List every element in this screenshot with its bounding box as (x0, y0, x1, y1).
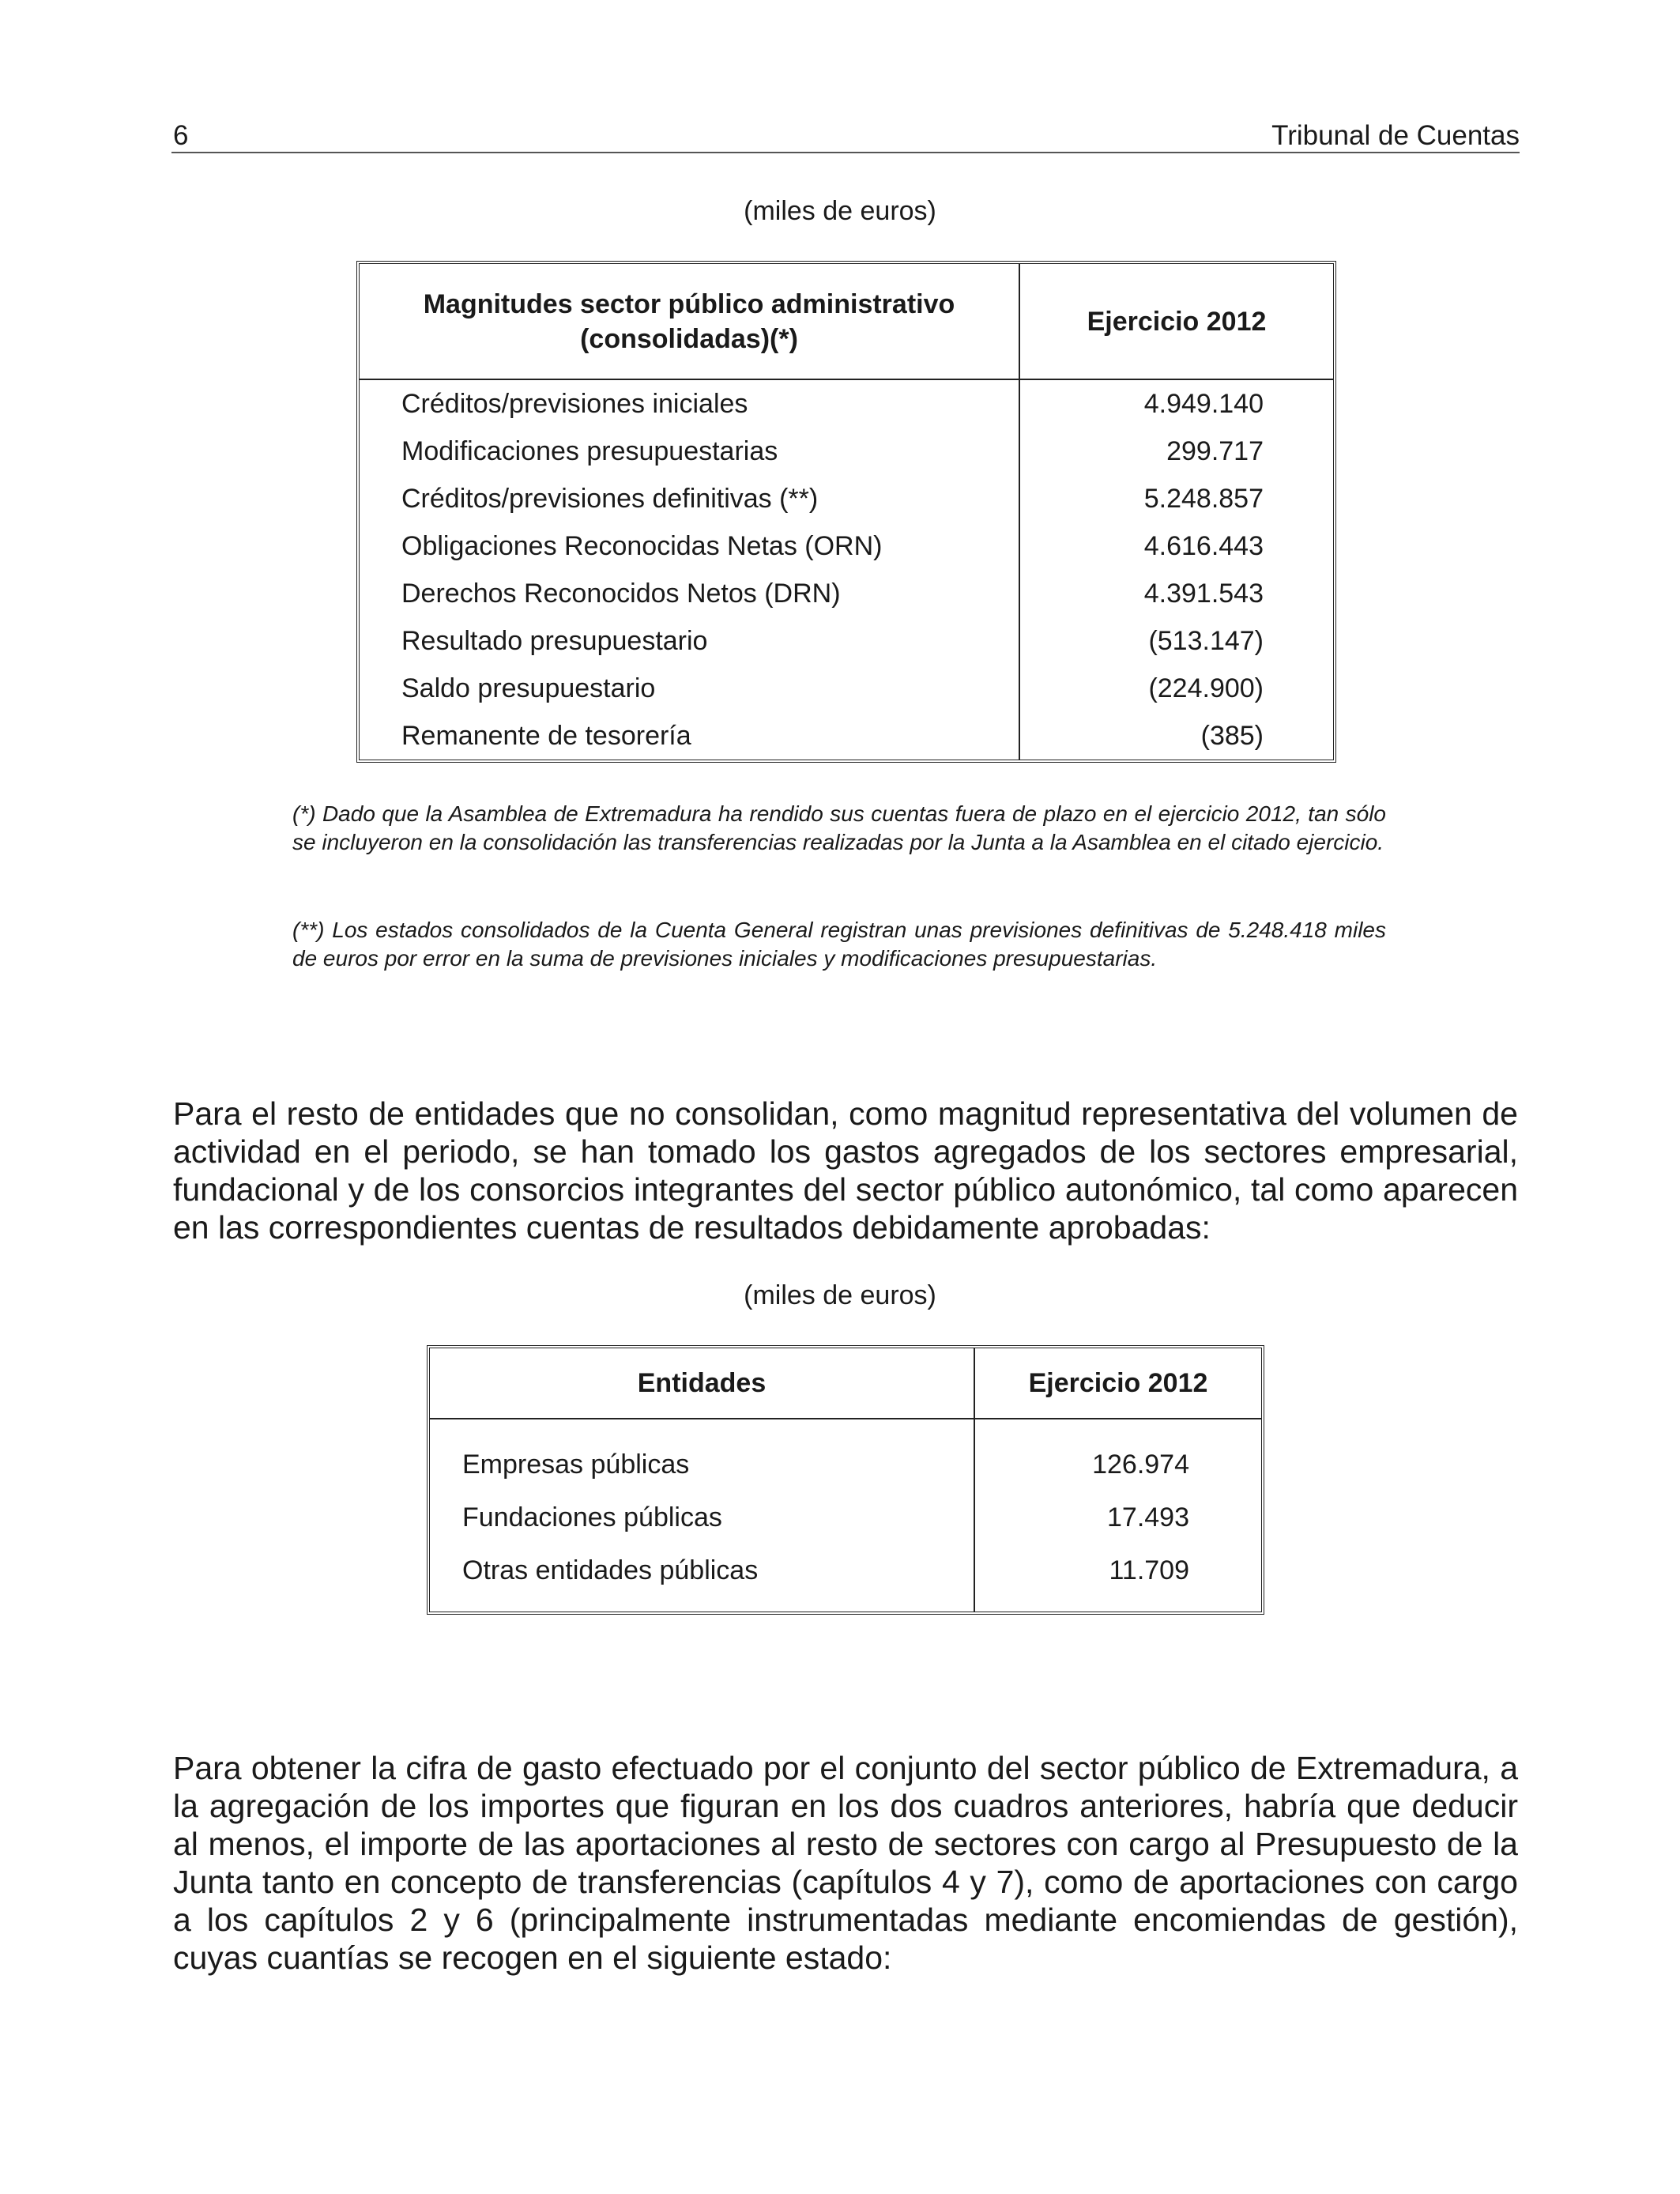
row-value: 4.949.140 (1143, 388, 1264, 419)
table-row (360, 475, 1333, 522)
row-value: 4.391.543 (1143, 578, 1264, 609)
table-row (430, 1491, 1261, 1544)
row-value: 17.493 (1107, 1502, 1189, 1532)
row-label: Modificaciones presupuestarias (360, 428, 1020, 475)
row-value: 126.974 (1092, 1449, 1189, 1480)
column-header-magnitudes: Magnitudes sector público administrativo (consolidadas)(*) (360, 264, 1020, 380)
entidades-table (427, 1345, 1264, 1615)
page-header (171, 117, 1520, 153)
row-label: Obligaciones Reconocidas Netas (ORN) (360, 522, 1020, 570)
table-header-row (360, 264, 1333, 380)
row-label: Saldo presupuestario (360, 665, 1020, 712)
body-paragraph-2: Para obtener la cifra de gasto efectuado por el conjunto del sector público de Extremadura, a la agregación de los importes que figuran en los dos cuadros anteriores, habría que deducir al menos, el importe de las aportaciones al resto de sectores con cargo al Presupuesto de la Junta tanto en concepto de transferencias (capítulos 4 y 7), como de aportaciones con cargo a los capítulos 2 y 6 (principalmente instrumentadas mediante encomiendas de gestión), cuyas cuantías se recogen en el siguiente estado: (173, 1750, 1518, 1976)
row-value: 4.616.443 (1143, 530, 1264, 561)
row-value: 299.717 (1166, 435, 1264, 466)
row-label: Empresas públicas (430, 1419, 975, 1491)
table-row (360, 712, 1333, 760)
row-label: Créditos/previsiones iniciales (360, 380, 1020, 428)
table2-units: (miles de euros) (744, 1280, 936, 1310)
table-row (360, 617, 1333, 665)
table-row (430, 1544, 1261, 1612)
row-label: Créditos/previsiones definitivas (**) (360, 475, 1020, 522)
column-header-ejercicio: Ejercicio 2012 (1020, 264, 1333, 380)
row-label: Resultado presupuestario (360, 617, 1020, 665)
table-row (430, 1419, 1261, 1491)
row-value: (385) (1200, 720, 1264, 751)
row-label: Otras entidades públicas (430, 1544, 975, 1612)
row-label: Derechos Reconocidos Netos (DRN) (360, 570, 1020, 617)
footnote-double-asterisk: (**) Los estados consolidados de la Cuenta General registran unas previsiones definitivas de 5.248.418 miles de euros por error en la suma de previsiones iniciales y modificaciones presupuestarias. (292, 918, 1386, 971)
table-header-row (430, 1348, 1261, 1419)
row-label: Remanente de tesorería (360, 712, 1020, 760)
table-body (360, 380, 1333, 760)
row-label: Fundaciones públicas (430, 1491, 975, 1544)
table-row (360, 665, 1333, 712)
table-row (360, 380, 1333, 428)
table1-units: (miles de euros) (744, 196, 936, 226)
table-body (430, 1419, 1261, 1612)
table-row (360, 570, 1333, 617)
table-row (360, 522, 1333, 570)
row-value: (513.147) (1148, 625, 1264, 656)
body-paragraph-1: Para el resto de entidades que no consolidan, como magnitud representativa del volumen de actividad en el periodo, se han tomado los gastos agregados de los sectores empresarial, fundacional y de los consorcios integrantes del sector público autonómico, tal como aparecen en las correspondientes cuentas de resultados debidamente aprobadas: (173, 1095, 1518, 1246)
row-value: 11.709 (1109, 1555, 1189, 1585)
column-header-ejercicio: Ejercicio 2012 (975, 1348, 1261, 1419)
page-number: 6 (173, 120, 189, 151)
magnitudes-table (356, 261, 1336, 763)
table-row (360, 428, 1333, 475)
footnote-asterisk: (*) Dado que la Asamblea de Extremadura ha rendido sus cuentas fuera de plazo en el ejercicio 2012, tan sólo se incluyeron en la consolidación las transferencias realizadas por la Junta a la Asamblea en el citado ejercicio. (292, 801, 1386, 854)
running-title: Tribunal de Cuentas (1271, 120, 1520, 151)
row-value: (224.900) (1148, 673, 1264, 703)
column-header-entidades: Entidades (430, 1348, 975, 1419)
row-value: 5.248.857 (1143, 483, 1264, 514)
